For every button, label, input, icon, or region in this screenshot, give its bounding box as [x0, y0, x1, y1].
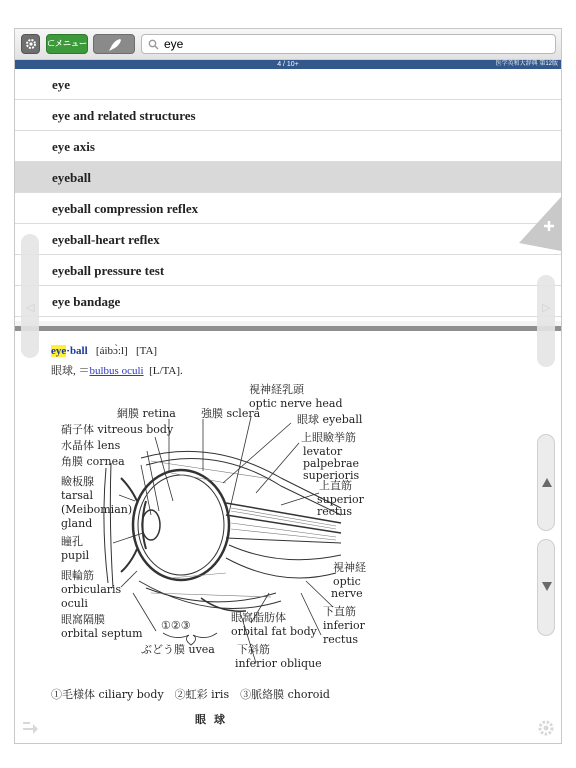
settings-button[interactable]	[21, 34, 40, 54]
page-indicator: 4 / 10+	[277, 61, 299, 68]
label-tarsal-en3: gland	[61, 517, 93, 530]
label-inferior-rectus-jp: 下直筋	[323, 605, 356, 618]
search-input[interactable]	[164, 36, 544, 52]
label-orbital-fat-en: orbital fat body	[231, 625, 317, 638]
prev-page-rail[interactable]	[21, 234, 39, 358]
next-page-rail[interactable]	[537, 275, 555, 367]
label-inferior-oblique-jp: 下斜筋	[237, 643, 270, 656]
label-levator-en3: superioris	[303, 469, 360, 482]
result-item[interactable]: eye and related structures	[15, 100, 561, 131]
entry-tag: [TA]	[135, 345, 158, 357]
label-uvea: ぶどう膜 uvea	[141, 643, 215, 656]
arrow-left-icon[interactable]: ◁	[26, 302, 35, 314]
result-item[interactable]: eyeball pressure test	[15, 255, 561, 286]
headword-line	[51, 345, 157, 357]
definition-prefix: 眼球, ＝	[51, 365, 90, 377]
label-orbital-septum-en: orbital septum	[61, 627, 143, 640]
status-bar	[15, 60, 561, 69]
entry-content	[15, 331, 561, 743]
label-vitreous: 硝子体 vitreous body	[61, 423, 174, 436]
gear-icon	[25, 38, 37, 50]
label-numbers: ①②③	[161, 619, 191, 632]
headword-separator: ·	[66, 345, 70, 357]
toolbar	[15, 29, 561, 60]
triangle-up-icon	[541, 477, 553, 489]
label-lens: 水晶体 lens	[61, 439, 121, 452]
label-inferior-rectus-en2: rectus	[323, 633, 359, 646]
scroll-down-button[interactable]	[537, 539, 555, 636]
label-tarsal-jp: 瞼板腺	[61, 475, 94, 488]
label-superior-rectus-jp: 上直筋	[319, 479, 352, 492]
share-icon[interactable]	[21, 719, 39, 735]
label-levator-en2: palpebrae	[303, 457, 360, 470]
label-tarsal-en2: (Meibomian)	[61, 503, 133, 516]
settings-icon[interactable]	[537, 719, 555, 737]
definition-suffix: [L/TA].	[149, 365, 183, 377]
dictionary-app	[14, 28, 562, 744]
label-inferior-rectus-en1: inferior	[323, 619, 365, 632]
label-retina: 網膜 retina	[117, 407, 176, 420]
search-box[interactable]	[141, 34, 556, 54]
label-inferior-oblique-en: inferior oblique	[235, 657, 322, 670]
label-optic-nerve-en1: optic	[333, 575, 361, 588]
headword-rest: ball	[69, 345, 88, 357]
label-optic-nerve-jp: 視神経	[333, 561, 366, 574]
result-item[interactable]: eye bandage	[15, 286, 561, 317]
eyeball-anatomy-figure	[51, 383, 381, 683]
result-item-selected[interactable]: eyeball	[15, 162, 561, 193]
jump-button[interactable]	[93, 34, 135, 54]
label-tarsal-en1: tarsal	[61, 489, 93, 502]
add-bookmark-button[interactable]	[519, 197, 561, 251]
label-superior-rectus-en2: rectus	[317, 505, 353, 518]
label-optic-nerve-head-en: optic nerve head	[249, 397, 343, 410]
label-orbicularis-en1: orbicularis	[61, 583, 122, 596]
pronunciation: [áibɔ̀:l]	[95, 345, 128, 357]
label-levator-jp: 上眼瞼挙筋	[301, 431, 356, 444]
result-item[interactable]: eyeball-heart reflex	[15, 224, 561, 255]
rocket-icon	[107, 37, 123, 53]
magnifier-icon	[148, 39, 159, 50]
triangle-down-icon	[541, 580, 553, 592]
label-orbicularis-jp: 眼輪筋	[61, 569, 94, 582]
dictionary-name: 医学英和大辞典 第12版	[495, 61, 558, 67]
label-optic-nerve-en2: nerve	[331, 587, 363, 600]
label-eyeball: 眼球 eyeball	[297, 413, 363, 426]
definition-line	[51, 362, 183, 378]
result-item[interactable]: eyeball compression reflex	[15, 193, 561, 224]
result-list	[15, 69, 561, 321]
figure-title: 眼球	[195, 713, 233, 726]
label-orbicularis-en2: oculi	[61, 597, 88, 610]
headword-highlight: eye	[51, 345, 67, 357]
label-cornea: 角膜 cornea	[61, 455, 125, 468]
label-superior-rectus-en1: superior	[317, 493, 364, 506]
label-optic-nerve-head-jp: 視神経乳頭	[249, 383, 304, 396]
label-levator-en1: levator	[303, 445, 343, 458]
definition-link[interactable]: bulbus oculi	[89, 365, 144, 377]
result-item[interactable]: eye	[15, 69, 561, 100]
label-sclera: 強膜 sclera	[201, 407, 261, 420]
scroll-up-button[interactable]	[537, 434, 555, 531]
label-pupil-jp: 瞳孔	[61, 535, 83, 548]
figure-caption: ①毛様体 ciliary body ②虹彩 iris ③脈絡膜 choroid	[51, 688, 330, 701]
label-orbital-fat-jp: 眼窩脂肪体	[231, 611, 286, 624]
label-pupil-en: pupil	[61, 549, 90, 562]
menu-button[interactable]: ⊂メニュー	[46, 34, 88, 54]
result-item[interactable]: eye axis	[15, 131, 561, 162]
label-orbital-septum-jp: 眼窩隔膜	[61, 613, 105, 626]
arrow-right-icon[interactable]: ▷	[542, 302, 551, 314]
